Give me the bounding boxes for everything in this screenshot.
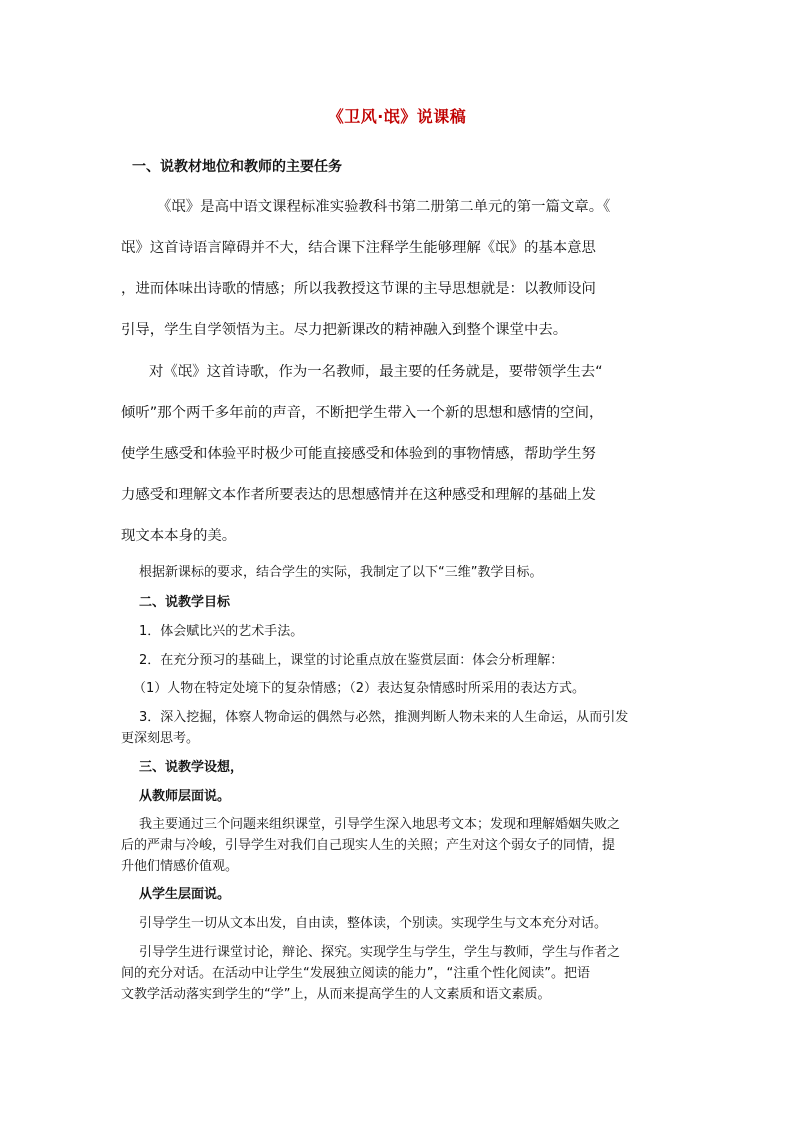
section1-para1-line2: 氓》这首诗语言障碍并不大，结合课下注释学生能够理解《氓》的基本意思 <box>121 240 596 256</box>
section2-item2-sub: （1）人物在特定处境下的复杂情感；（2）表达复杂情感时所采用的表达方式。 <box>133 681 586 696</box>
section1-para1-line3: ，进而体味出诗歌的情感；所以我教授这节课的主导思想就是：以教师设问 <box>121 281 596 297</box>
teacher-para-line1: 我主要通过三个问题来组织课堂，引导学生深入地思考文本；发现和理解婚姻失败之 <box>139 817 621 832</box>
section1-para3: 根据新课标的要求，结合学生的实际，我制定了以下“三维”教学目标。 <box>139 565 543 580</box>
student-heading: 从学生层面说。 <box>139 887 231 902</box>
teacher-heading: 从教师层面说。 <box>139 789 231 804</box>
section1-para2-line4: 力感受和理解文本作者所要表达的思想感情并在这种感受和理解的基础上发 <box>121 487 596 503</box>
section2-item2: 2．在充分预习的基础上，课堂的讨论重点放在鉴赏层面：体会分析理解： <box>139 653 564 668</box>
section1-para1-line1: 《氓》是高中语文课程标准实验教科书第二册第二单元的第一篇文章。《 <box>157 199 611 215</box>
teacher-para-line2: 后的严肃与冷峻，引导学生对我们自己现实人生的关照；产生对这个弱女子的同情，提 <box>121 838 616 853</box>
section1-para2-line2: 倾听”那个两千多年前的声音，不断把学生带入一个新的思想和感情的空间， <box>121 405 604 421</box>
section2-item3-line2: 更深刻思考。 <box>121 731 200 746</box>
student-para2-line1: 引导学生进行课堂讨论，辩论、探究。实现学生与学生，学生与教师，学生与作者之 <box>139 945 621 960</box>
section1-para2-line5: 现文本本身的美。 <box>121 528 237 544</box>
teacher-para-line3: 升他们情感价值观。 <box>121 859 239 874</box>
student-para2-line3: 文教学活动落实到学生的“学”上，从而来提高学生的人文素质和语文素质。 <box>121 987 551 1002</box>
student-para1: 引导学生一切从文本出发，自由读，整体读，个别读。实现学生与文本充分对话。 <box>139 916 608 931</box>
section1-para2-line3: 使学生感受和体验平时极少可能直接感受和体验到的事物情感，帮助学生努 <box>121 446 596 462</box>
student-para2-line2: 间的充分对话。在活动中让学生“发展独立阅读的能力”，“注重个性化阅读”。把语 <box>121 966 590 981</box>
section2-item1: 1．体会赋比兴的艺术手法。 <box>139 624 304 639</box>
section1-heading: 一、说教材地位和教师的主要任务 <box>132 159 342 175</box>
section3-heading: 三、说教学设想， <box>139 760 244 775</box>
section2-heading: 二、说教学目标 <box>139 595 231 610</box>
section1-para2-line1: 对《氓》这首诗歌，作为一名教师，最主要的任务就是，要带领学生去“ <box>149 364 603 380</box>
section2-item3-line1: 3．深入挖掘，体察人物命运的偶然与必然，推测判断人物未来的人生命运，从而引发 <box>139 710 629 725</box>
document-title: 《卫风·氓》说课稿 <box>327 107 467 126</box>
section1-para1-line4: 引导，学生自学领悟为主。尽力把新课改的精神融入到整个课堂中去。 <box>121 322 568 338</box>
